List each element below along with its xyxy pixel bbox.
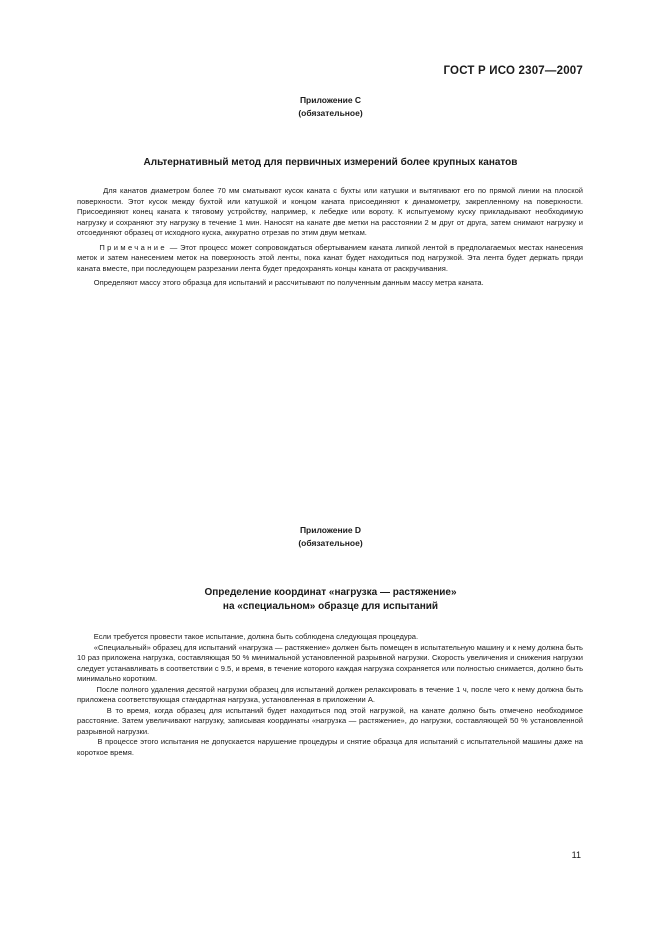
- annex-d-paragraph-1-text: Если требуется провести такое испытание, должна быть соблюдена следующая процедура.: [93, 632, 419, 641]
- document-header: ГОСТ Р ИСО 2307—2007: [443, 65, 583, 77]
- annex-d-paragraph-2: [77, 643, 583, 685]
- annex-c-paragraph-1-text: Для канатов диаметром более 70 мм сматывают кусок каната с бухты или катушки и вытягивают его по прямой линии на плоской поверхности. Этот кусок между бухтой или катушкой и концом каната присоединяют к динамометру, закрепленному на поверхности. Присоединяют конец каната к тяговому устройству, например, к лебедке или вороту. К испытуемому куску прикладывают необходимую нагрузку и сохраняют эту нагрузку в течение 1 мин. Наносят на канате две метки на расстоянии 2 м друг от друга, затем снимают нагрузку и отсоединяют образец от исходного куска, аккуратно отрезав по этим двум меткам.: [77, 186, 583, 237]
- annex-d-paragraph-4-text: В то время, когда образец для испытаний будет находиться под этой нагрузкой, на канате должно быть отмечено необходимое расстояние. Затем увеличивают нагрузку, записывая координаты «нагрузка — растяжение», до нагрузки, составляющей 50 % установленной разрывной нагрузки.: [77, 705, 583, 736]
- annex-d-paragraph-5-text: В процессе этого испытания не допускается нарушение процедуры и снятие образца для испытаний с испытательной машины даже на короткое время.: [77, 737, 583, 757]
- page-number: 11: [571, 850, 581, 860]
- annex-c-body: [77, 186, 583, 293]
- annex-d-title-line-2: на «специальном» образце для испытаний: [222, 601, 439, 612]
- annex-c-note: [77, 243, 583, 275]
- annex-d-paragraph-1: [77, 632, 583, 643]
- annex-d-status: (обязательное): [298, 538, 363, 548]
- annex-d-paragraph-3-text: После полного удаления десятой нагрузки образец для испытаний должен релаксировать в течение 1 ч, после чего к нему должна быть приложена соответствующая стандартная нагрузка, установленная в приложении А.: [77, 684, 583, 704]
- annex-c-label: Приложение C: [299, 95, 362, 105]
- annex-d-label: Приложение D: [299, 525, 362, 535]
- annex-c-title: Альтернативный метод для первичных измерений более крупных канатов: [143, 157, 518, 168]
- annex-d-paragraph-2-text: «Специальный» образец для испытаний «нагрузка — растяжение» должен быть помещен в испытательную машину и к нему должна быть 10 раз приложена нагрузка, составляющая 50 % минимальной установленной разрывной нагрузки. Скорость увеличения и снижения нагрузки следует устанавливать в соответствии с 9.5, и время, в течение которого каждая нагрузка сохраняется или полностью снимается, должно быть минимально коротким.: [77, 642, 583, 683]
- note-label: Примечание: [99, 242, 167, 252]
- annex-d-paragraph-5: [77, 737, 583, 758]
- annex-c-paragraph-2: [77, 278, 583, 289]
- annex-c-paragraph-1: [77, 186, 583, 239]
- annex-d-paragraph-4: [77, 706, 583, 738]
- annex-d-body: [77, 632, 583, 758]
- annex-c-status: (обязательное): [298, 108, 363, 118]
- annex-c-paragraph-2-text: Определяют массу этого образца для испытаний и рассчитывают по полученным данным массу метра каната.: [93, 278, 484, 287]
- annex-d-title-line-1: Определение координат «нагрузка — растяжение»: [204, 587, 457, 598]
- note-text: — Этот процесс может сопровождаться обертыванием каната липкой лентой в предполагаемых местах нанесения меток и затем нанесением меток на поверхность этой ленты, пока канат будет находиться под нагрузкой. Эта лента будет держать пряди каната вместе, при последующем разрезании лента будет предохранять концы каната от раскручивания.: [77, 242, 583, 273]
- annex-d-paragraph-3: [77, 685, 583, 706]
